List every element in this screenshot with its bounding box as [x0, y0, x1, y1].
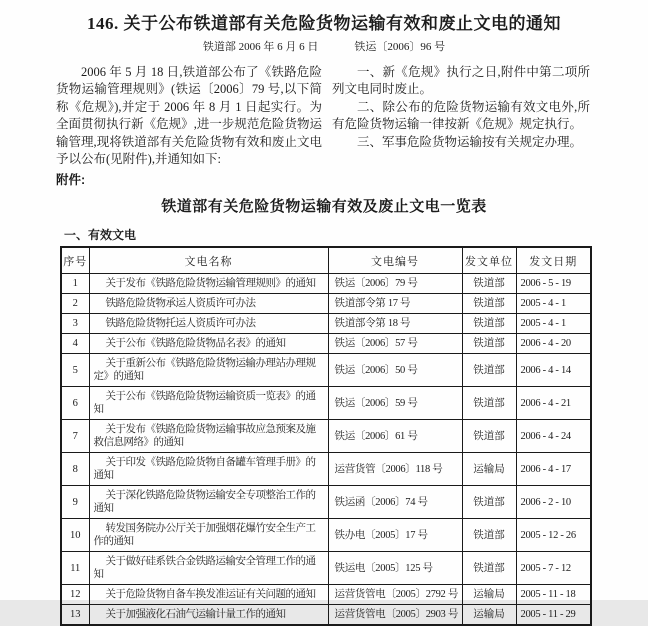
cell-document-name: 关于危险货物自备车换发准运证有关问题的通知	[89, 585, 328, 605]
cell-document-number: 铁运〔2006〕79 号	[328, 274, 462, 294]
notice-title: 146. 关于公布铁道部有关危险货物运输有效和废止文电的通知	[87, 14, 561, 33]
column-header: 序号	[61, 247, 89, 274]
cell-seq-number: 4	[61, 334, 89, 354]
table-row	[61, 605, 591, 626]
cell-document-name: 关于公布《铁路危险货物品名表》的通知	[89, 334, 328, 354]
notice-item: 三、军事危险货物运输按有关规定办理。	[357, 134, 583, 149]
table-row	[61, 519, 591, 552]
table-row	[61, 354, 591, 387]
cell-seq-number: 9	[61, 486, 89, 519]
cell-issuing-unit: 铁道部	[462, 420, 516, 453]
cell-seq-number: 10	[61, 519, 89, 552]
cell-seq-number: 2	[61, 294, 89, 314]
notice-item: 一、新《危规》执行之日,附件中第二项所列文电同时废止。	[332, 65, 590, 97]
cell-issuing-unit: 铁道部	[462, 519, 516, 552]
cell-seq-number: 7	[61, 420, 89, 453]
cell-issue-date: 2006 - 4 - 24	[516, 420, 591, 453]
cell-document-number: 铁运〔2006〕59 号	[328, 387, 462, 420]
body-column-left	[56, 64, 322, 168]
cell-issue-date: 2006 - 5 - 19	[516, 274, 591, 294]
cell-issuing-unit: 铁道部	[462, 334, 516, 354]
column-header: 文电名称	[89, 247, 328, 274]
table-row	[61, 334, 591, 354]
cell-seq-number: 11	[61, 552, 89, 585]
cell-document-number: 运营货管电〔2005〕2903 号	[328, 605, 462, 626]
cell-issuing-unit: 运输局	[462, 453, 516, 486]
cell-document-number: 铁道部令第 18 号	[328, 314, 462, 334]
cell-document-number: 铁办电〔2005〕17 号	[328, 519, 462, 552]
cell-seq-number: 13	[61, 605, 89, 626]
byline-issuer-date: 铁道部 2006 年 6 月 6 日	[202, 41, 319, 53]
cell-seq-number: 12	[61, 585, 89, 605]
cell-issue-date: 2005 - 4 - 1	[516, 294, 591, 314]
table-row	[61, 585, 591, 605]
cell-issuing-unit: 铁道部	[462, 294, 516, 314]
cell-issuing-unit: 铁道部	[462, 387, 516, 420]
cell-document-name: 铁路危险货物托运人资质许可办法	[89, 314, 328, 334]
cell-issue-date: 2006 - 2 - 10	[516, 486, 591, 519]
attachment-label: 附件:	[56, 173, 86, 187]
cell-issue-date: 2005 - 11 - 29	[516, 605, 591, 626]
cell-issuing-unit: 铁道部	[462, 552, 516, 585]
cell-document-name: 关于印发《铁路危险货物自备罐车管理手册》的通知	[89, 453, 328, 486]
table-row	[61, 453, 591, 486]
section-label-valid-documents: 一、有效文电	[64, 228, 137, 242]
cell-seq-number: 3	[61, 314, 89, 334]
body-column-right	[332, 64, 590, 151]
cell-document-number: 运营货管电〔2005〕2792 号	[328, 585, 462, 605]
cell-issue-date: 2006 - 4 - 21	[516, 387, 591, 420]
table-row	[61, 387, 591, 420]
cell-document-name: 关于发布《铁路危险货物运输事故应急预案及施救信息网络》的通知	[89, 420, 328, 453]
table-row	[61, 486, 591, 519]
cell-document-name: 关于加强液化石油气运输计量工作的通知	[89, 605, 328, 626]
cell-issuing-unit: 铁道部	[462, 486, 516, 519]
intro-paragraph: 2006 年 5 月 18 日,铁道部公布了《铁路危险货物运输管理规则》(铁运〔2006〕79 号,以下简称《危规》),并定于 2006 年 8 月 1 日起实行。为全面贯彻执行新《危规》,进一步规范危险货物运输管理,现将铁道部有关危险货物有效和废止文电予以公布(见附件),并通知如下:	[56, 65, 322, 167]
table-row	[61, 314, 591, 334]
cell-document-number: 铁运〔2006〕50 号	[328, 354, 462, 387]
valid-documents-table	[60, 246, 592, 626]
column-header: 文电编号	[328, 247, 462, 274]
byline	[0, 38, 648, 54]
cell-issue-date: 2006 - 4 - 20	[516, 334, 591, 354]
cell-document-number: 铁运〔2006〕57 号	[328, 334, 462, 354]
cell-issue-date: 2005 - 4 - 1	[516, 314, 591, 334]
cell-seq-number: 8	[61, 453, 89, 486]
cell-seq-number: 6	[61, 387, 89, 420]
cell-document-name: 关于做好硅系铁合金铁路运输安全管理工作的通知	[89, 552, 328, 585]
cell-seq-number: 1	[61, 274, 89, 294]
cell-document-name: 关于发布《铁路危险货物运输管理规则》的通知	[89, 274, 328, 294]
table-row	[61, 552, 591, 585]
column-header: 发文单位	[462, 247, 516, 274]
cell-document-number: 运营货管〔2006〕118 号	[328, 453, 462, 486]
cell-issuing-unit: 铁道部	[462, 354, 516, 387]
cell-document-name: 转发国务院办公厅关于加强烟花爆竹安全生产工作的通知	[89, 519, 328, 552]
cell-document-name: 关于深化铁路危险货物运输安全专项整治工作的通知	[89, 486, 328, 519]
cell-issue-date: 2005 - 12 - 26	[516, 519, 591, 552]
cell-document-number: 铁道部令第 17 号	[328, 294, 462, 314]
cell-document-name: 关于公布《铁路危险货物运输资质一览表》的通知	[89, 387, 328, 420]
table-row	[61, 420, 591, 453]
cell-issue-date: 2006 - 4 - 14	[516, 354, 591, 387]
cell-issuing-unit: 运输局	[462, 585, 516, 605]
cell-document-number: 铁运〔2006〕61 号	[328, 420, 462, 453]
cell-document-name: 铁路危险货物承运人资质许可办法	[89, 294, 328, 314]
cell-issuing-unit: 运输局	[462, 605, 516, 626]
notice-item: 二、除公布的危险货物运输有效文电外,所有危险货物运输一律按新《危规》规定执行。	[332, 99, 590, 132]
table-header-row	[61, 247, 591, 274]
cell-issue-date: 2005 - 7 - 12	[516, 552, 591, 585]
cell-seq-number: 5	[61, 354, 89, 387]
cell-issue-date: 2005 - 11 - 18	[516, 585, 591, 605]
cell-document-number: 铁运电〔2005〕125 号	[328, 552, 462, 585]
cell-issuing-unit: 铁道部	[462, 314, 516, 334]
byline-doc-number: 铁运〔2006〕96 号	[354, 41, 446, 53]
cell-issuing-unit: 铁道部	[462, 274, 516, 294]
cell-issue-date: 2006 - 4 - 17	[516, 453, 591, 486]
column-header: 发文日期	[516, 247, 591, 274]
attachment-table-title: 铁道部有关危险货物运输有效及废止文电一览表	[161, 199, 487, 215]
table-row	[61, 274, 591, 294]
table-row	[61, 294, 591, 314]
cell-document-name: 关于重新公布《铁路危险货物运输办理站办理规定》的通知	[89, 354, 328, 387]
cell-document-number: 铁运函〔2006〕74 号	[328, 486, 462, 519]
